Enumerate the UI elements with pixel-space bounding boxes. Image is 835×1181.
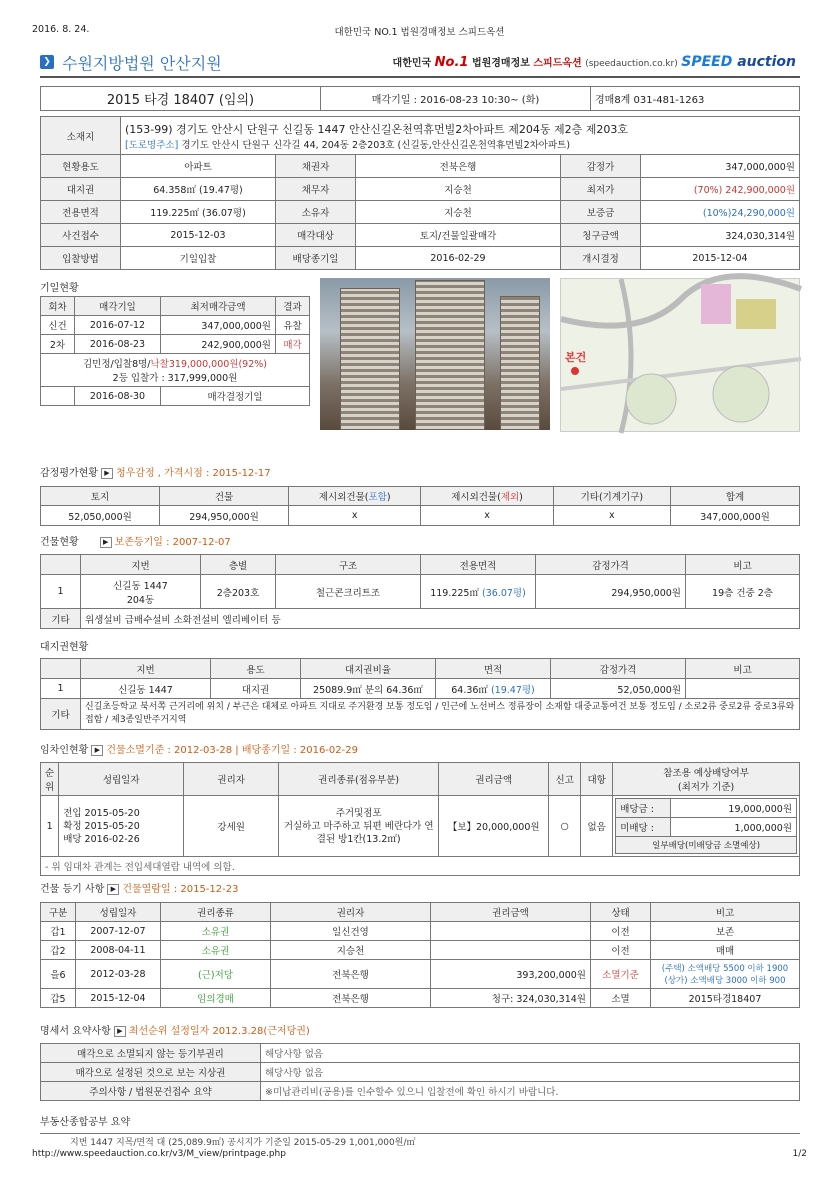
table-cell: 294,950,000원 (160, 506, 289, 526)
arrow-button[interactable]: ▶ (107, 884, 119, 895)
table-cell: 강세원 (184, 796, 279, 857)
table-cell: 권리종류(점유부분) (279, 763, 439, 796)
table-cell: 지승천 (356, 178, 561, 201)
table-cell: 권리자 (271, 903, 431, 922)
table-cell: 1,000,000원 (671, 818, 797, 837)
location-map (560, 278, 800, 432)
sale-date: 매각기일 : 2016-08-23 10:30~ (화) (321, 87, 591, 111)
table-cell (686, 679, 800, 699)
table-cell: 신길동 1447 (81, 679, 211, 699)
print-title: 대한민국 NO.1 법원경매정보 스피드옥션 (334, 27, 505, 38)
table-cell: 매각기일 (75, 297, 161, 316)
tenant-title: 임차인현황 ▶ 건물소멸기준 : 2012-03-28 | 배당종기일 : 2016-02-29 (40, 745, 358, 756)
address-main: (153-99) 경기도 안산시 단원구 신길동 1447 안산신길온천역휴먼빌2차아파트 제204동 제2층 제203호 (125, 122, 629, 136)
arrow-icon: ❯ (40, 55, 54, 69)
table-cell: 전북은행 (356, 155, 561, 178)
table-cell: 294,950,000원 (536, 575, 686, 609)
table-cell (41, 555, 81, 575)
realestate-partial: 지번 1447 지목/면적 대 (25,089.9㎡) 공시지가 기준일 2015-05-29 1,001,000원/㎡ (40, 1133, 800, 1141)
building-table (40, 554, 800, 629)
table-cell: 결과 (276, 297, 310, 316)
table-cell: 보존 (651, 922, 800, 941)
table-cell: 19,000,000원 (671, 799, 797, 818)
table-cell: 【보】20,000,000원 (439, 796, 549, 857)
table-cell: 신길동 1447 204동 (81, 575, 201, 609)
table-cell: 대지권비율 (301, 659, 436, 679)
dividend-cell (613, 796, 800, 857)
table-cell: 64.36㎡ (19.47평) (436, 679, 551, 699)
table-cell: 매각 (276, 335, 310, 354)
road-address: 경기도 안산시 단원구 신각길 44, 204동 2층203호 (신길동,안산신길온천역휴먼빌2차아파트) (181, 139, 571, 151)
table-cell: 채무자 (276, 178, 356, 201)
table-cell: 갑5 (41, 989, 76, 1008)
table-cell: 소멸기준 (591, 960, 651, 989)
info-table (40, 116, 800, 270)
table-cell: 347,000,000원 (671, 506, 800, 526)
table-cell: 아파트 (121, 155, 276, 178)
court-banner (40, 50, 800, 78)
print-date: 2016. 8. 24. (32, 24, 90, 35)
table-cell: 주거및점포 거실하고 마주하고 뒤편 베란다가 연결된 방1칸(13.2㎡) (279, 796, 439, 857)
table-cell: 19층 건중 2층 (686, 575, 800, 609)
address-label: 소재지 (41, 117, 121, 155)
table-cell: 전북은행 (271, 960, 431, 989)
table-cell: 감정가격 (551, 659, 686, 679)
table-cell: 기타 (41, 699, 81, 730)
table-cell: 지번 (81, 659, 211, 679)
table-cell: 회차 (41, 297, 75, 316)
table-cell: 64.358㎡ (19.47평) (121, 178, 276, 201)
arrow-button[interactable]: ▶ (114, 1026, 126, 1037)
page-url: http://www.speedauction.co.kr/v3/M_view/printpage.php (32, 1149, 286, 1159)
table-cell: 없음 (581, 796, 613, 857)
table-cell: 해당사항 없음 (261, 1044, 800, 1063)
table-cell: 2015-12-04 (641, 247, 800, 270)
table-cell: 2007-12-07 (76, 922, 161, 941)
table-cell: 2016-02-29 (356, 247, 561, 270)
table-cell: 건물 (160, 487, 289, 506)
speed-auction-logo: SPEED auction (681, 54, 796, 70)
appraisal-h4: 제시외건물(제외) (421, 487, 553, 506)
table-cell: 지승천 (356, 201, 561, 224)
table-cell: 347,000,000원 (161, 316, 276, 335)
land-table (40, 658, 800, 730)
table-cell: 대항 (581, 763, 613, 796)
winning-bid: 김민정/입찰8명/낙찰319,000,000원(92%) 2등 입찰가 : 317,999,000원 (41, 354, 310, 387)
table-cell: 52,050,000원 (551, 679, 686, 699)
table-cell: 소유자 (276, 201, 356, 224)
appraisal-h3: 제시외건물(포함) (289, 487, 421, 506)
table-cell: 개시결정 (561, 247, 641, 270)
table-cell: 청구금액 (561, 224, 641, 247)
table-cell: 기일입찰 (121, 247, 276, 270)
brand-logo: 대한민국 No.1 법원경매정보 스피드옥션 (speedauction.co.kr) SPEED auction (392, 54, 796, 70)
table-cell: 구조 (276, 555, 421, 575)
table-cell: 상태 (591, 903, 651, 922)
table-cell: 입찰방법 (41, 247, 121, 270)
map-drawing (561, 279, 801, 433)
table-cell: 사건접수 (41, 224, 121, 247)
table-cell: 2015-12-04 (76, 989, 161, 1008)
appraisal-table (40, 486, 800, 526)
table-cell: 전용면적 (421, 555, 536, 575)
table-cell: 최저가 (561, 178, 641, 201)
table-cell: - 위 임대차 관계는 전입세대열람 내역에 의함. (41, 857, 800, 876)
appraisal-title: 감정평가현황 ▶ 청우감정 , 가격시점 : 2015-12-17 (40, 468, 271, 479)
table-cell: 순위 (41, 763, 59, 796)
map-marker-label: 본건 (565, 351, 587, 364)
table-cell: 임의경매 (161, 989, 271, 1008)
table-cell: 용도 (211, 659, 301, 679)
table-cell: x (553, 506, 670, 526)
table-cell: 비고 (651, 903, 800, 922)
table-cell: 구분 (41, 903, 76, 922)
realestate-title: 부동산종합공부 요약 (40, 1117, 131, 1128)
table-cell: 324,030,314원 (641, 224, 800, 247)
table-cell: 2016-08-23 (75, 335, 161, 354)
table-cell: 층별 (201, 555, 276, 575)
table-cell: 성립일자 (76, 903, 161, 922)
deposit: (10%)24,290,000원 (641, 201, 800, 224)
address-cell (121, 117, 800, 155)
table-cell: 감정가 (561, 155, 641, 178)
table-cell: 현황용도 (41, 155, 121, 178)
table-cell: ○ (549, 796, 581, 857)
table-cell: 전용면적 (41, 201, 121, 224)
arrow-button[interactable]: ▶ (91, 745, 103, 756)
table-cell: 해당사항 없음 (261, 1063, 800, 1082)
table-cell: x (421, 506, 553, 526)
table-cell: 신길초등학교 북서쪽 근거리에 위치 / 부근은 대체로 아파트 지대로 주거환경 보통 정도임 / 인근에 노선버스 정류장이 소재함 대중교통여건 보통 정도임 / 소로2류 중로2류 중로3류와 접함 / 제3종일반주거지역 (81, 699, 800, 730)
table-cell: 배당종기일 (276, 247, 356, 270)
table-cell: 2008-04-11 (76, 941, 161, 960)
table-cell: 대지권 (41, 178, 121, 201)
table-cell: 1 (41, 796, 59, 857)
table-cell: 전북은행 (271, 989, 431, 1008)
table-cell: 2층203호 (201, 575, 276, 609)
print-footer (32, 1149, 807, 1159)
property-photo (320, 278, 550, 430)
registry-table (40, 902, 800, 1008)
table-cell: x (289, 506, 421, 526)
table-cell: 매매 (651, 941, 800, 960)
table-cell: 2015-12-03 (121, 224, 276, 247)
min-price: (70%) 242,900,000원 (641, 178, 800, 201)
road-address-tag: [도로명주소] (125, 139, 179, 151)
table-cell: 주의사항 / 법원문건접수 요약 (41, 1082, 261, 1101)
department: 경매8계 031-481-1263 (591, 87, 800, 111)
table-cell: 1 (41, 575, 81, 609)
table-cell: 참조용 예상배당여부 (최저가 기준) (613, 763, 800, 796)
table-cell: 일신건영 (271, 922, 431, 941)
summary-title: 명세서 요약사항 ▶ 최선순위 설정일자 2012.3.28(근저당권) (40, 1026, 310, 1037)
table-cell: 소유권 (161, 941, 271, 960)
table-cell: 면적 (436, 659, 551, 679)
table-cell: 25089.9㎡ 분의 64.36㎡ (301, 679, 436, 699)
print-header (32, 24, 807, 38)
table-cell: 위생설비 급배수설비 소화전설비 엘리베이터 등 (81, 609, 800, 629)
table-cell (41, 387, 75, 406)
table-cell: 청구: 324,030,314원 (431, 989, 591, 1008)
table-cell: (주택) 소액배당 5500 이하 1900 (상가) 소액배당 3000 이하 900 (651, 960, 800, 989)
table-cell: 1 (41, 679, 81, 699)
table-cell: 배당금 : (616, 799, 671, 818)
table-cell (431, 922, 591, 941)
table-cell: 권리금액 (431, 903, 591, 922)
table-cell: 전입 2015-05-20 확정 2015-05-20 배당 2016-02-26 (59, 796, 184, 857)
table-cell: 갑1 (41, 922, 76, 941)
table-cell: 대지권 (211, 679, 301, 699)
table-cell: 토지/건물일괄매각 (356, 224, 561, 247)
table-cell (431, 941, 591, 960)
arrow-button[interactable]: ▶ (101, 468, 113, 479)
table-cell: 을6 (41, 960, 76, 989)
table-cell: 권리금액 (439, 763, 549, 796)
table-cell: 기타(기계기구) (553, 487, 670, 506)
table-cell (41, 659, 81, 679)
auction-history-title: 기일현황 (40, 283, 79, 294)
table-cell: 채권자 (276, 155, 356, 178)
table-cell: 지승천 (271, 941, 431, 960)
table-cell: 52,050,000원 (41, 506, 160, 526)
table-cell: 권리종류 (161, 903, 271, 922)
table-cell: 347,000,000원 (641, 155, 800, 178)
tenant-table (40, 762, 800, 876)
building-title: 건물현황 ▶ 보존등기일 : 2007-12-07 (40, 537, 231, 548)
table-cell: 기타 (41, 609, 81, 629)
table-cell: 소멸 (591, 989, 651, 1008)
page-number: 1/2 (792, 1149, 807, 1159)
table-cell: 매각대상 (276, 224, 356, 247)
table-cell: 최저매각금액 (161, 297, 276, 316)
court-name: 수원지방법원 안산지원 (62, 54, 222, 73)
registry-title: 건물 등기 사항 ▶ 건물열람일 : 2015-12-23 (40, 884, 239, 895)
table-cell: ※미납관리비(공용)를 인수할수 있으니 입찰전에 확인 하시기 바랍니다. (261, 1082, 800, 1101)
table-cell: 2015타경18407 (651, 989, 800, 1008)
table-cell: 갑2 (41, 941, 76, 960)
table-cell: 2012-03-28 (76, 960, 161, 989)
case-table (40, 86, 800, 111)
table-cell: 2016-08-30 (75, 387, 161, 406)
table-cell: 242,900,000원 (161, 335, 276, 354)
table-cell: (근)저당 (161, 960, 271, 989)
table-cell: 매각결정기일 (161, 387, 310, 406)
table-cell: 소유권 (161, 922, 271, 941)
table-cell: 성립일자 (59, 763, 184, 796)
table-cell: 비고 (686, 659, 800, 679)
table-cell: 이전 (591, 941, 651, 960)
table-cell: 119.225㎡ (36.07평) (421, 575, 536, 609)
case-number: 2015 타경 18407 (임의) (41, 87, 321, 111)
table-cell: 토지 (41, 487, 160, 506)
table-cell: 합계 (671, 487, 800, 506)
table-cell: 미배당 : (616, 818, 671, 837)
summary-table (40, 1043, 800, 1101)
auction-history-table (40, 296, 310, 406)
table-cell: 감정가격 (536, 555, 686, 575)
table-cell: 보증금 (561, 201, 641, 224)
table-cell: 매각으로 소멸되지 않는 등기부권리 (41, 1044, 261, 1063)
table-cell: 지번 (81, 555, 201, 575)
table-cell: 이전 (591, 922, 651, 941)
table-cell: 2차 (41, 335, 75, 354)
table-cell: 2016-07-12 (75, 316, 161, 335)
table-cell: 비고 (686, 555, 800, 575)
table-cell: 일부배당(미배당금 소멸예상) (616, 837, 797, 854)
table-cell: 매각으로 설정된 것으로 보는 지상권 (41, 1063, 261, 1082)
table-cell: 393,200,000원 (431, 960, 591, 989)
table-cell: 권리자 (184, 763, 279, 796)
table-cell: 신건 (41, 316, 75, 335)
land-title: 대지권현황 (40, 642, 89, 653)
table-cell: 유찰 (276, 316, 310, 335)
arrow-button[interactable]: ▶ (100, 537, 112, 548)
table-cell: 신고 (549, 763, 581, 796)
table-cell: 철근콘크리트조 (276, 575, 421, 609)
table-cell: 119.225㎡ (36.07평) (121, 201, 276, 224)
